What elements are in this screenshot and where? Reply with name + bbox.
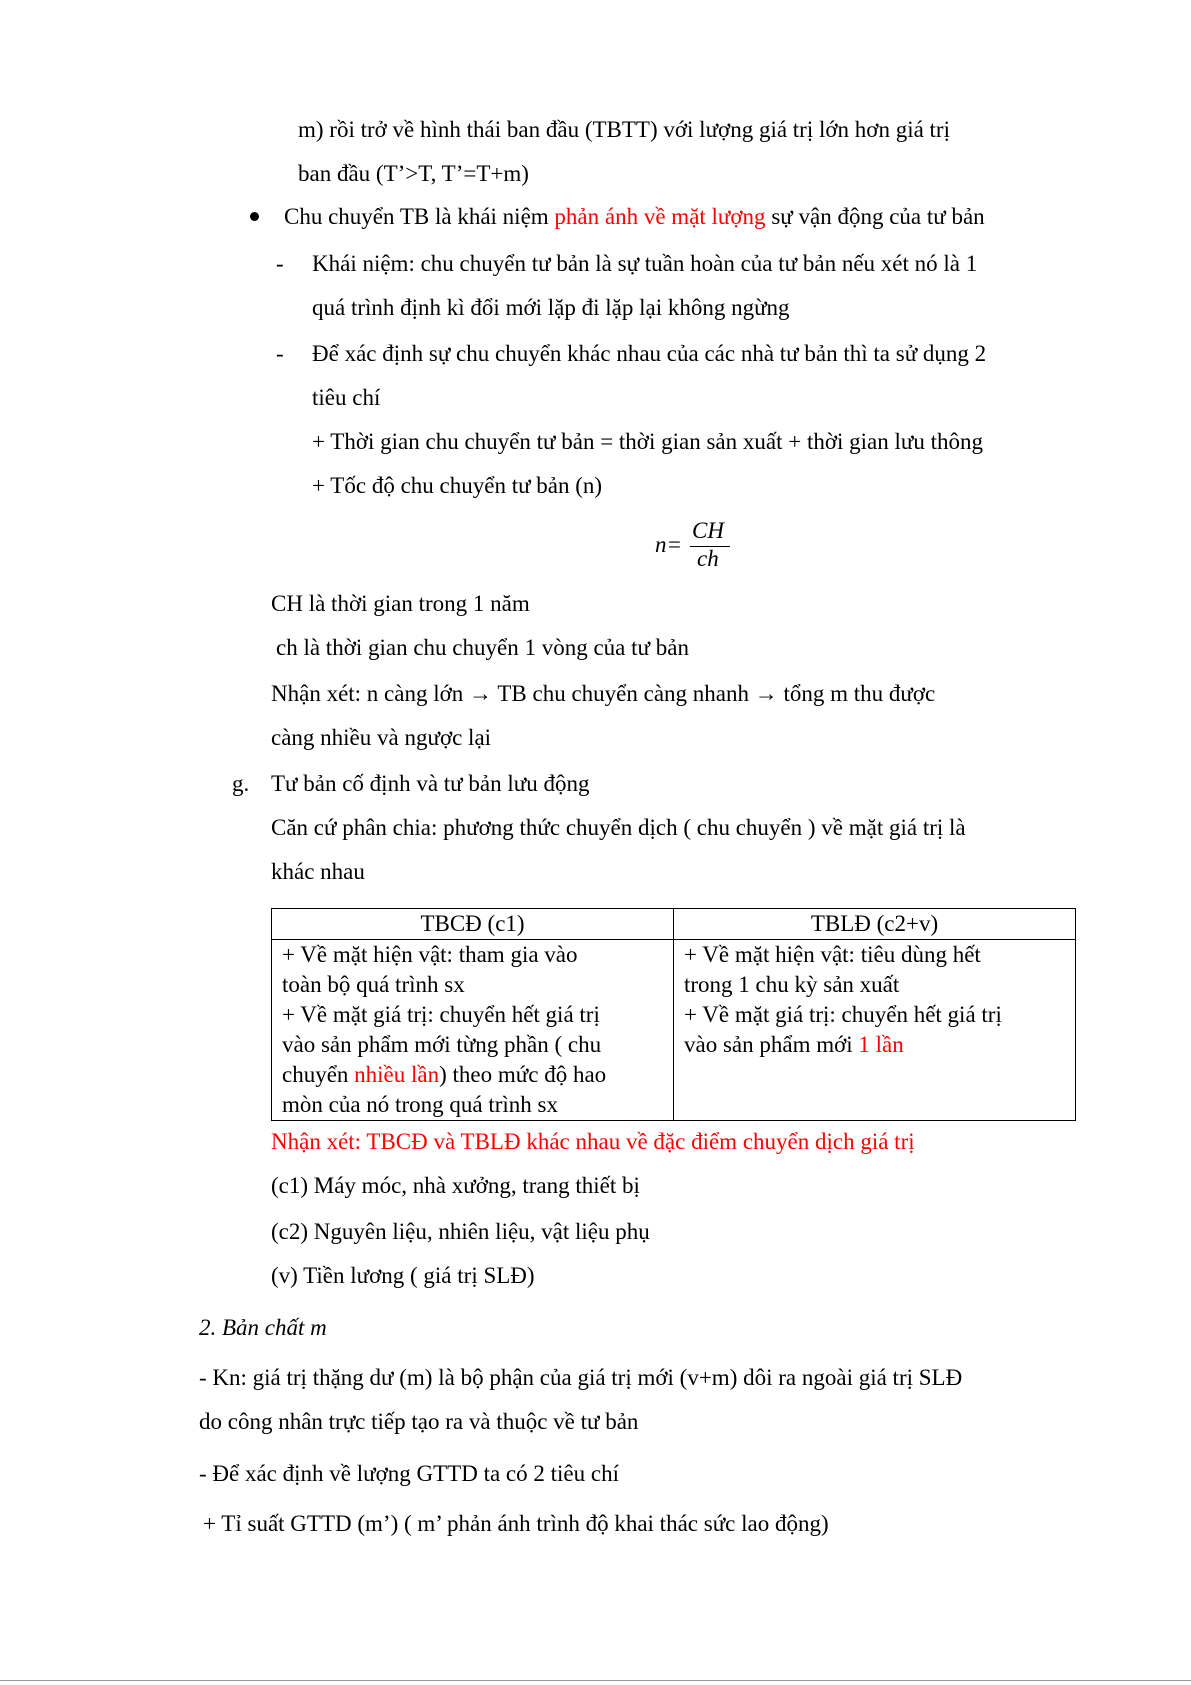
text-line: ch là thời gian chu chuyển 1 vòng của tư bản [276,635,689,660]
text-line: - Kn: giá trị thặng dư (m) là bộ phận của giá trị mới (v+m) dôi ra ngoài giá trị SLĐ [199,1365,963,1390]
formula-lhs: n= [655,532,683,557]
bullet-line [284,203,985,231]
text-line: quá trình định kì đổi mới lặp đi lặp lại không ngừng [312,295,790,320]
cell-line [282,1060,663,1090]
text-span: chuyển [282,1062,355,1087]
bullet-icon [250,212,259,221]
cell-line: + Về mặt giá trị: chuyển hết giá trị [684,1002,1002,1027]
table-header: TBCĐ (c1) [272,909,674,940]
text-line: + Thời gian chu chuyển tư bản = thời gian sản xuất + thời gian lưu thông [312,429,983,454]
text-line: + Tỉ suất GTTD (m’) ( m’ phản ánh trình độ khai thác sức lao động) [203,1511,829,1536]
text-line: m) rồi trở về hình thái ban đầu (TBTT) với lượng giá trị lớn hơn giá trị [298,117,950,142]
comparison-table [271,908,1076,1121]
text-line: (v) Tiền lương ( giá trị SLĐ) [271,1263,535,1288]
text-line: (c2) Nguyên liệu, nhiên liệu, vật liệu phụ [271,1219,650,1244]
highlight-text: phản ánh về mặt lượng [554,204,766,229]
list-label: g. [232,771,250,796]
text-line: do công nhân trực tiếp tạo ra và thuộc về tư bản [199,1409,639,1434]
cell-line [684,1030,1065,1060]
text-line: Khái niệm: chu chuyển tư bản là sự tuần hoàn của tư bản nếu xét nó là 1 [312,251,978,276]
text-line: CH là thời gian trong 1 năm [271,591,530,616]
cell-line: + Về mặt hiện vật: tiêu dùng hết [684,942,981,967]
text-line: càng nhiều và ngược lại [271,725,492,750]
text-line: + Tốc độ chu chuyển tư bản (n) [312,473,603,498]
cell-line: trong 1 chu kỳ sản xuất [684,972,900,997]
dash-marker: - [276,341,284,366]
cell-line: + Về mặt hiện vật: tham gia vào [282,942,578,967]
text-span: ) theo mức độ hao [439,1062,607,1087]
cell-line: toàn bộ quá trình sx [282,972,465,997]
text-span: vào sản phẩm mới [684,1032,859,1057]
highlight-text: nhiều lần [354,1062,440,1087]
section-heading: 2. Bản chất m [199,1315,327,1340]
text-line: Để xác định sự chu chuyển khác nhau của các nhà tư bản thì ta sử dụng 2 [312,341,987,366]
section-heading: Tư bản cố định và tư bản lưu động [271,771,590,796]
table-header: TBLĐ (c2+v) [674,909,1076,940]
page-bottom-divider [0,1680,1191,1681]
dash-marker: - [276,251,284,276]
text-line: tiêu chí [312,385,381,410]
cell-line: mòn của nó trong quá trình sx [282,1092,558,1117]
text-line: Nhận xét: n càng lớn → TB chu chuyển càng nhanh → tổng m thu được [271,681,936,706]
formula-denominator: ch [697,546,719,571]
text-line: ban đầu (T’>T, T’=T+m) [298,161,529,186]
text-line: (c1) Máy móc, nhà xưởng, trang thiết bị [271,1173,640,1198]
text-line: Căn cứ phân chia: phương thức chuyển dịch ( chu chuyển ) về mặt giá trị là [271,815,966,840]
cell-line: vào sản phẩm mới từng phần ( chu [282,1032,602,1057]
text-span: Chu chuyển TB là khái niệm [284,204,555,229]
formula-numerator: CH [692,518,724,543]
text-line: khác nhau [271,859,365,884]
table-row [272,940,1076,1121]
highlight-text: 1 lần [858,1032,904,1057]
text-line: - Để xác định về lượng GTTD ta có 2 tiêu chí [199,1461,619,1486]
table-header-row [272,909,1076,940]
table-cell-fixed-capital [272,940,674,1121]
text-span: sự vận động của tư bản [765,204,985,229]
highlight-line: Nhận xét: TBCĐ và TBLĐ khác nhau về đặc điểm chuyển dịch giá trị [271,1129,915,1154]
table-cell-circulating-capital [674,940,1076,1121]
cell-line: + Về mặt giá trị: chuyển hết giá trị [282,1002,600,1027]
